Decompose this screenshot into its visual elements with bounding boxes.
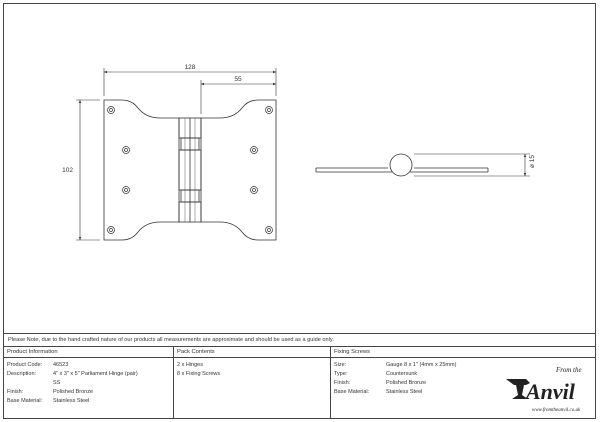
row-value: Polished Bronze xyxy=(53,389,94,395)
fixing-screws-heading: Fixing Screws xyxy=(331,347,596,358)
row-label: Product Code: xyxy=(7,362,43,368)
logo-brand: Anvil xyxy=(526,379,575,404)
logo-url: www.fromtheanvil.co.uk xyxy=(532,408,581,413)
row-label: Finish: xyxy=(334,380,351,386)
row-value: Polished Bronze xyxy=(386,380,427,386)
product-information-section xyxy=(4,347,174,419)
screw-hole xyxy=(108,227,115,234)
row-label: Description: xyxy=(7,371,37,377)
anvil-logo xyxy=(504,361,590,419)
row-value: Gauge 8 x 1" (4mm x 25mm) xyxy=(386,362,457,368)
dim-leaf-width-label: 55 xyxy=(234,76,242,83)
row-value: SS xyxy=(53,380,61,386)
screw-hole xyxy=(266,107,273,114)
dimension-leaf-width xyxy=(201,80,276,114)
screw-hole xyxy=(266,227,273,234)
row-label xyxy=(7,379,53,388)
row-label: Finish: xyxy=(7,389,24,395)
screw-hole xyxy=(251,147,258,154)
dimension-overall-width xyxy=(104,68,276,96)
dim-overall-width-label: 128 xyxy=(184,64,196,71)
pack-contents-section xyxy=(174,347,331,419)
pack-item: 8 x Fixing Screws xyxy=(177,371,221,377)
screw-hole xyxy=(123,147,130,154)
fixing-screws-section xyxy=(331,347,596,419)
product-information-heading: Product Information xyxy=(4,347,173,358)
row-label: Size: xyxy=(334,362,347,368)
pack-contents-heading: Pack Contents xyxy=(174,347,330,358)
product-info-row xyxy=(7,361,173,370)
pack-item: 2 x Hinges xyxy=(177,362,203,368)
info-table xyxy=(4,347,596,419)
row-value: Stainless Steel xyxy=(386,389,423,395)
hinge-front-view xyxy=(104,100,276,240)
row-value: Countersunk xyxy=(386,371,418,377)
screw-hole xyxy=(123,187,130,194)
logo-from-the: From the xyxy=(556,366,582,374)
hinge-side-view xyxy=(316,154,488,176)
row-value: 4" x 3" x 5" Parliament Hinge (pair) xyxy=(53,371,138,377)
dim-height-label: 102 xyxy=(62,167,73,174)
row-value: 46523 xyxy=(53,362,69,368)
row-value: Stainless Steel xyxy=(53,398,90,404)
row-label: Type: xyxy=(334,371,348,377)
dimension-knuckle xyxy=(414,154,530,176)
product-info-row xyxy=(7,397,173,406)
product-info-row xyxy=(7,388,173,397)
product-info-row xyxy=(7,370,173,379)
screw-hole xyxy=(251,187,258,194)
screw-hole xyxy=(108,107,115,114)
row-label: Base Material: xyxy=(7,398,43,404)
product-info-row xyxy=(7,379,173,388)
dim-knuckle-label: ø 15 xyxy=(529,154,536,168)
row-label: Base Material: xyxy=(334,389,370,395)
disclaimer-note: Please Note, due to the hand crafted nature of our products all measurements are approximate and should be used as a guide only. xyxy=(4,333,596,347)
dimension-height xyxy=(76,100,100,240)
